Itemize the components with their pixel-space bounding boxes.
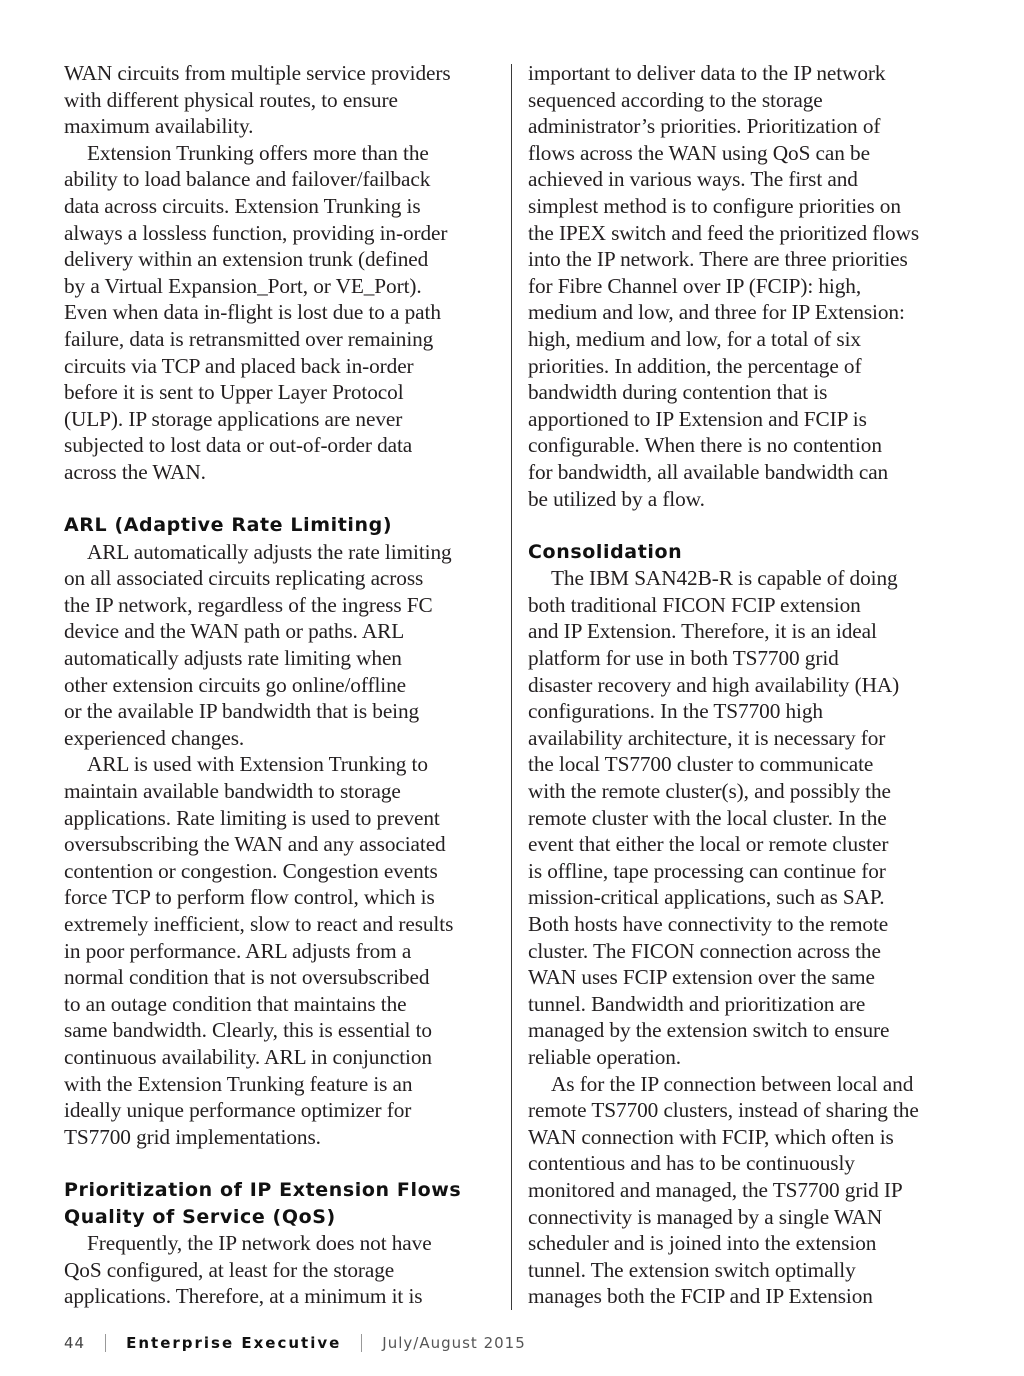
text-line: device and the WAN path or paths. ARL — [64, 619, 405, 644]
text-line: configurations. In the TS7700 high — [528, 699, 823, 724]
text-line: mission-critical applications, such as SAP. — [528, 885, 885, 910]
text-line: or the available IP bandwidth that is being — [64, 699, 420, 724]
text-line: WAN circuits from multiple service providers — [64, 61, 451, 85]
text-line: managed by the extension switch to ensure — [528, 1018, 890, 1043]
paragraph-gap — [528, 512, 968, 539]
text-line: monitored and managed, the TS7700 grid IP — [528, 1177, 903, 1202]
page-footer — [64, 1332, 526, 1354]
page-number: 44 — [64, 1334, 86, 1352]
text-line: both traditional FICON FCIP extension — [528, 592, 861, 617]
text-line: contentious and has to be continuously — [528, 1151, 855, 1176]
text-line: with different physical routes, to ensure — [64, 87, 398, 112]
text-line: WAN connection with FCIP, which often is — [528, 1124, 894, 1149]
text-line: circuits via TCP and placed back in-order — [64, 353, 414, 378]
text-line: ability to load balance and failover/failback — [64, 167, 431, 192]
text-line: disaster recovery and high availability (HA) — [528, 672, 900, 697]
text-line: flows across the WAN using QoS can be — [528, 140, 870, 165]
text-line: be utilized by a flow. — [528, 486, 705, 511]
section-heading: Quality of Service (QoS) — [64, 1205, 336, 1228]
text-line: achieved in various ways. The first and — [528, 167, 858, 192]
text-line: automatically adjusts rate limiting when — [64, 646, 402, 671]
paragraph-gap — [64, 1150, 500, 1177]
text-line: with the remote cluster(s), and possibly the — [528, 779, 891, 804]
text-line: ideally unique performance optimizer for — [64, 1098, 412, 1123]
paragraph-first-line: Extension Trunking offers more than the — [87, 140, 429, 165]
text-line: before it is sent to Upper Layer Protocol — [64, 380, 404, 405]
text-line: remote cluster with the local cluster. In the — [528, 805, 887, 830]
text-line: high, medium and low, for a total of six — [528, 326, 861, 351]
text-line: to an outage condition that maintains the — [64, 991, 407, 1016]
text-line: oversubscribing the WAN and any associated — [64, 832, 446, 857]
paragraph-first-line: ARL automatically adjusts the rate limiting — [87, 539, 452, 564]
text-line: important to deliver data to the IP network — [528, 61, 886, 85]
paragraph-gap — [64, 486, 500, 513]
text-line: Even when data in-flight is lost due to a path — [64, 300, 441, 325]
text-line: with the Extension Trunking feature is an — [64, 1071, 413, 1096]
text-line: delivery within an extension trunk (defined — [64, 247, 429, 272]
text-line: bandwidth during contention that is — [528, 380, 828, 405]
section-heading: Prioritization of IP Extension Flows — [64, 1178, 462, 1201]
text-line: for bandwidth, all available bandwidth can — [528, 459, 889, 484]
text-line: cluster. The FICON connection across the — [528, 938, 881, 963]
text-line: WAN uses FCIP extension over the same — [528, 965, 875, 990]
text-line: sequenced according to the storage — [528, 87, 823, 112]
text-line: on all associated circuits replicating across — [64, 566, 424, 591]
text-line: in poor performance. ARL adjusts from a — [64, 938, 412, 963]
text-line: and IP Extension. Therefore, it is an ideal — [528, 619, 877, 644]
paragraph-first-line: Frequently, the IP network does not have — [87, 1231, 432, 1256]
paragraph-first-line: ARL is used with Extension Trunking to — [87, 752, 428, 777]
text-line: reliable operation. — [528, 1044, 682, 1069]
text-line: event that either the local or remote cluster — [528, 832, 889, 857]
text-line: into the IP network. There are three priorities — [528, 247, 908, 272]
section-heading: ARL (Adaptive Rate Limiting) — [64, 514, 393, 537]
text-line: remote TS7700 clusters, instead of sharing the — [528, 1098, 919, 1123]
text-line: TS7700 grid implementations. — [64, 1124, 321, 1149]
text-line: extremely inefficient, slow to react and results — [64, 912, 454, 936]
text-line: is offline, tape processing can continue for — [528, 858, 886, 883]
text-line: tunnel. The extension switch optimally — [528, 1257, 856, 1282]
issue-date: July/August 2015 — [382, 1334, 526, 1352]
text-line: subjected to lost data or out-of-order data — [64, 433, 413, 458]
text-line: applications. Rate limiting is used to prevent — [64, 805, 440, 830]
text-line: the IPEX switch and feed the prioritized flows — [528, 220, 920, 245]
text-line: tunnel. Bandwidth and prioritization are — [528, 991, 866, 1016]
text-line: Both hosts have connectivity to the remote — [528, 912, 889, 936]
text-line: force TCP to perform flow control, which is — [64, 885, 435, 910]
paragraph-first-line: As for the IP connection between local and — [551, 1071, 914, 1096]
paragraph-first-line: The IBM SAN42B-R is capable of doing — [551, 566, 898, 591]
section-heading: Consolidation — [528, 540, 683, 563]
text-line: simplest method is to configure priorities on — [528, 193, 901, 218]
text-line: experienced changes. — [64, 725, 245, 750]
text-line: by a Virtual Expansion_Port, or VE_Port). — [64, 273, 422, 298]
text-line: for Fibre Channel over IP (FCIP): high, — [528, 273, 862, 298]
text-line: availability architecture, it is necessary for — [528, 725, 886, 750]
column-divider — [511, 64, 512, 1310]
text-line: same bandwidth. Clearly, this is essential to — [64, 1018, 432, 1043]
text-line: scheduler and is joined into the extension — [528, 1231, 877, 1256]
text-line: connectivity is managed by a single WAN — [528, 1204, 883, 1229]
text-line: the local TS7700 cluster to communicate — [528, 752, 874, 777]
text-line: data across circuits. Extension Trunking is — [64, 193, 421, 218]
footer-separator — [105, 1334, 106, 1352]
text-line: platform for use in both TS7700 grid — [528, 646, 839, 671]
text-line: (ULP). IP storage applications are never — [64, 406, 403, 431]
text-line: applications. Therefore, at a minimum it is — [64, 1284, 423, 1309]
text-line: administrator’s priorities. Prioritization of — [528, 114, 881, 139]
right-column — [528, 60, 968, 1310]
left-column — [64, 60, 500, 1310]
text-line: configurable. When there is no contention — [528, 433, 882, 458]
text-line: other extension circuits go online/offline — [64, 672, 406, 697]
text-line: maximum availability. — [64, 114, 254, 139]
text-line: apportioned to IP Extension and FCIP is — [528, 406, 867, 431]
text-line: priorities. In addition, the percentage of — [528, 353, 862, 378]
text-line: continuous availability. ARL in conjunction — [64, 1044, 432, 1069]
footer-separator — [361, 1334, 362, 1352]
text-line: maintain available bandwidth to storage — [64, 779, 401, 804]
text-line: manages both the FCIP and IP Extension — [528, 1284, 873, 1309]
text-line: across the WAN. — [64, 459, 206, 484]
text-line: the IP network, regardless of the ingress FC — [64, 592, 433, 617]
text-line: normal condition that is not oversubscribed — [64, 965, 430, 990]
text-line: always a lossless function, providing in-order — [64, 220, 448, 245]
text-line: medium and low, and three for IP Extension: — [528, 300, 905, 325]
text-line: failure, data is retransmitted over remaining — [64, 326, 434, 351]
text-line: contention or congestion. Congestion events — [64, 858, 438, 883]
text-line: QoS configured, at least for the storage — [64, 1257, 395, 1282]
publication-name: Enterprise Executive — [126, 1334, 342, 1352]
